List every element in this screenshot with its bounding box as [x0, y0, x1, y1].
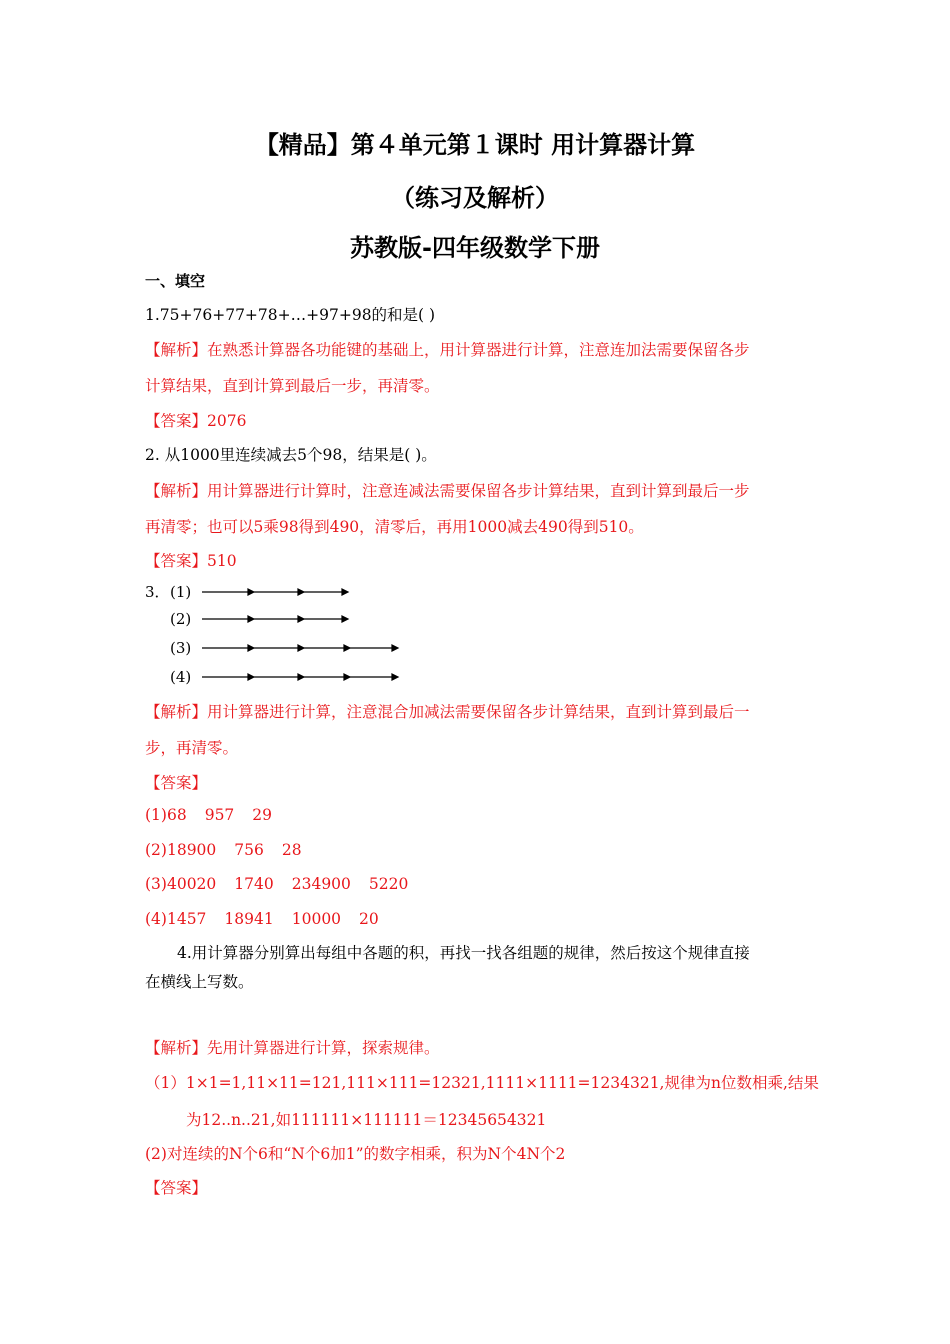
arrow-chain-icon — [200, 669, 400, 685]
answer-label: (1) — [145, 806, 167, 824]
q4-item1-line2: 为12..n..21,如111111×111111＝12345654321 — [186, 1111, 547, 1129]
answer-value: 18900 — [166, 841, 217, 859]
q4-item1-line1: （1）1×1=1,11×11=121,111×111=12321,1111×1111=1234321,规律为n位数相乘,结果 — [145, 1074, 819, 1092]
answer-value: 1740 — [234, 875, 274, 893]
q3-chain-label: (1) — [170, 582, 192, 601]
q3-chain-1 — [145, 581, 350, 602]
answer-label: (4) — [145, 910, 167, 928]
q4-question-line2: 在横线上写数。 — [145, 973, 254, 991]
q3-answer-row-1 — [145, 806, 290, 824]
answer-value: 20 — [359, 910, 379, 928]
q3-chain-4 — [170, 668, 400, 686]
doc-title-line3: 苏教版-四年级数学下册 — [350, 234, 600, 262]
q2-analysis-line2: 再清零；也可以5乘98得到490，清零后，再用1000减去490得到510。 — [145, 518, 644, 536]
section-heading-fill-blank: 一、填空 — [145, 272, 206, 290]
answer-value: 10000 — [291, 910, 342, 928]
answer-value: 957 — [204, 806, 235, 824]
q3-chain-label: (2) — [170, 610, 192, 628]
doc-title-line2: （练习及解析） — [391, 184, 559, 212]
arrow-chain-icon — [200, 584, 350, 600]
answer-value: 68 — [166, 806, 187, 824]
q2-question: 2. 从1000里连续减去5个98，结果是( )。 — [145, 446, 437, 464]
q3-chain-3 — [170, 639, 400, 657]
answer-value: 5220 — [368, 875, 409, 893]
q2-analysis-line1: 【解析】用计算器进行计算时，注意连减法需要保留各步计算结果，直到计算到最后一步 — [145, 482, 750, 500]
q3-answer-label: 【答案】 — [145, 774, 208, 792]
q3-chain-label: (3) — [170, 639, 192, 657]
answer-value: 234900 — [291, 875, 351, 893]
answer-label: (3) — [145, 875, 167, 893]
answer-value: 28 — [281, 841, 302, 859]
arrow-chain-icon — [200, 640, 400, 656]
q3-answer-row-3 — [145, 875, 426, 893]
answer-value: 1457 — [166, 910, 207, 928]
q2-answer: 【答案】510 — [145, 552, 237, 570]
q1-question: 1.75+76+77+78+…+97+98的和是( ) — [145, 306, 436, 324]
q4-answer-label: 【答案】 — [145, 1179, 208, 1197]
q4-item2: (2)对连续的N个6和“N个6加1”的数字相乘，积为N个4N个2 — [145, 1145, 566, 1163]
arrow-chain-icon — [200, 611, 350, 627]
answer-value: 18941 — [224, 910, 274, 928]
q3-chain-label: (4) — [170, 668, 192, 686]
q1-analysis-line1: 【解析】在熟悉计算器各功能键的基础上，用计算器进行计算，注意连加法需要保留各步 — [145, 341, 750, 359]
q3-chain-2 — [170, 610, 350, 628]
q4-question-line1: 4.用计算器分别算出每组中各题的积，再找一找各组题的规律，然后按这个规律直接 — [177, 944, 750, 962]
answer-value: 40020 — [166, 875, 217, 893]
q3-analysis-line1: 【解析】用计算器进行计算，注意混合加减法需要保留各步计算结果，直到计算到最后一 — [145, 703, 750, 721]
answer-value: 29 — [252, 806, 273, 824]
q3-number: 3． — [145, 583, 170, 601]
q3-answer-row-4 — [145, 910, 397, 928]
q1-answer: 【答案】2076 — [145, 412, 247, 430]
q4-analysis: 【解析】先用计算器进行计算，探索规律。 — [145, 1039, 440, 1057]
answer-value: 756 — [234, 841, 264, 859]
q3-answer-row-2 — [145, 841, 320, 859]
q3-analysis-line2: 步，再清零。 — [145, 739, 239, 757]
q1-analysis-line2: 计算结果，直到计算到最后一步，再清零。 — [145, 377, 440, 395]
answer-label: (2) — [145, 841, 167, 859]
doc-title-line1: 【精品】第４单元第１课时 用计算器计算 — [254, 131, 696, 159]
